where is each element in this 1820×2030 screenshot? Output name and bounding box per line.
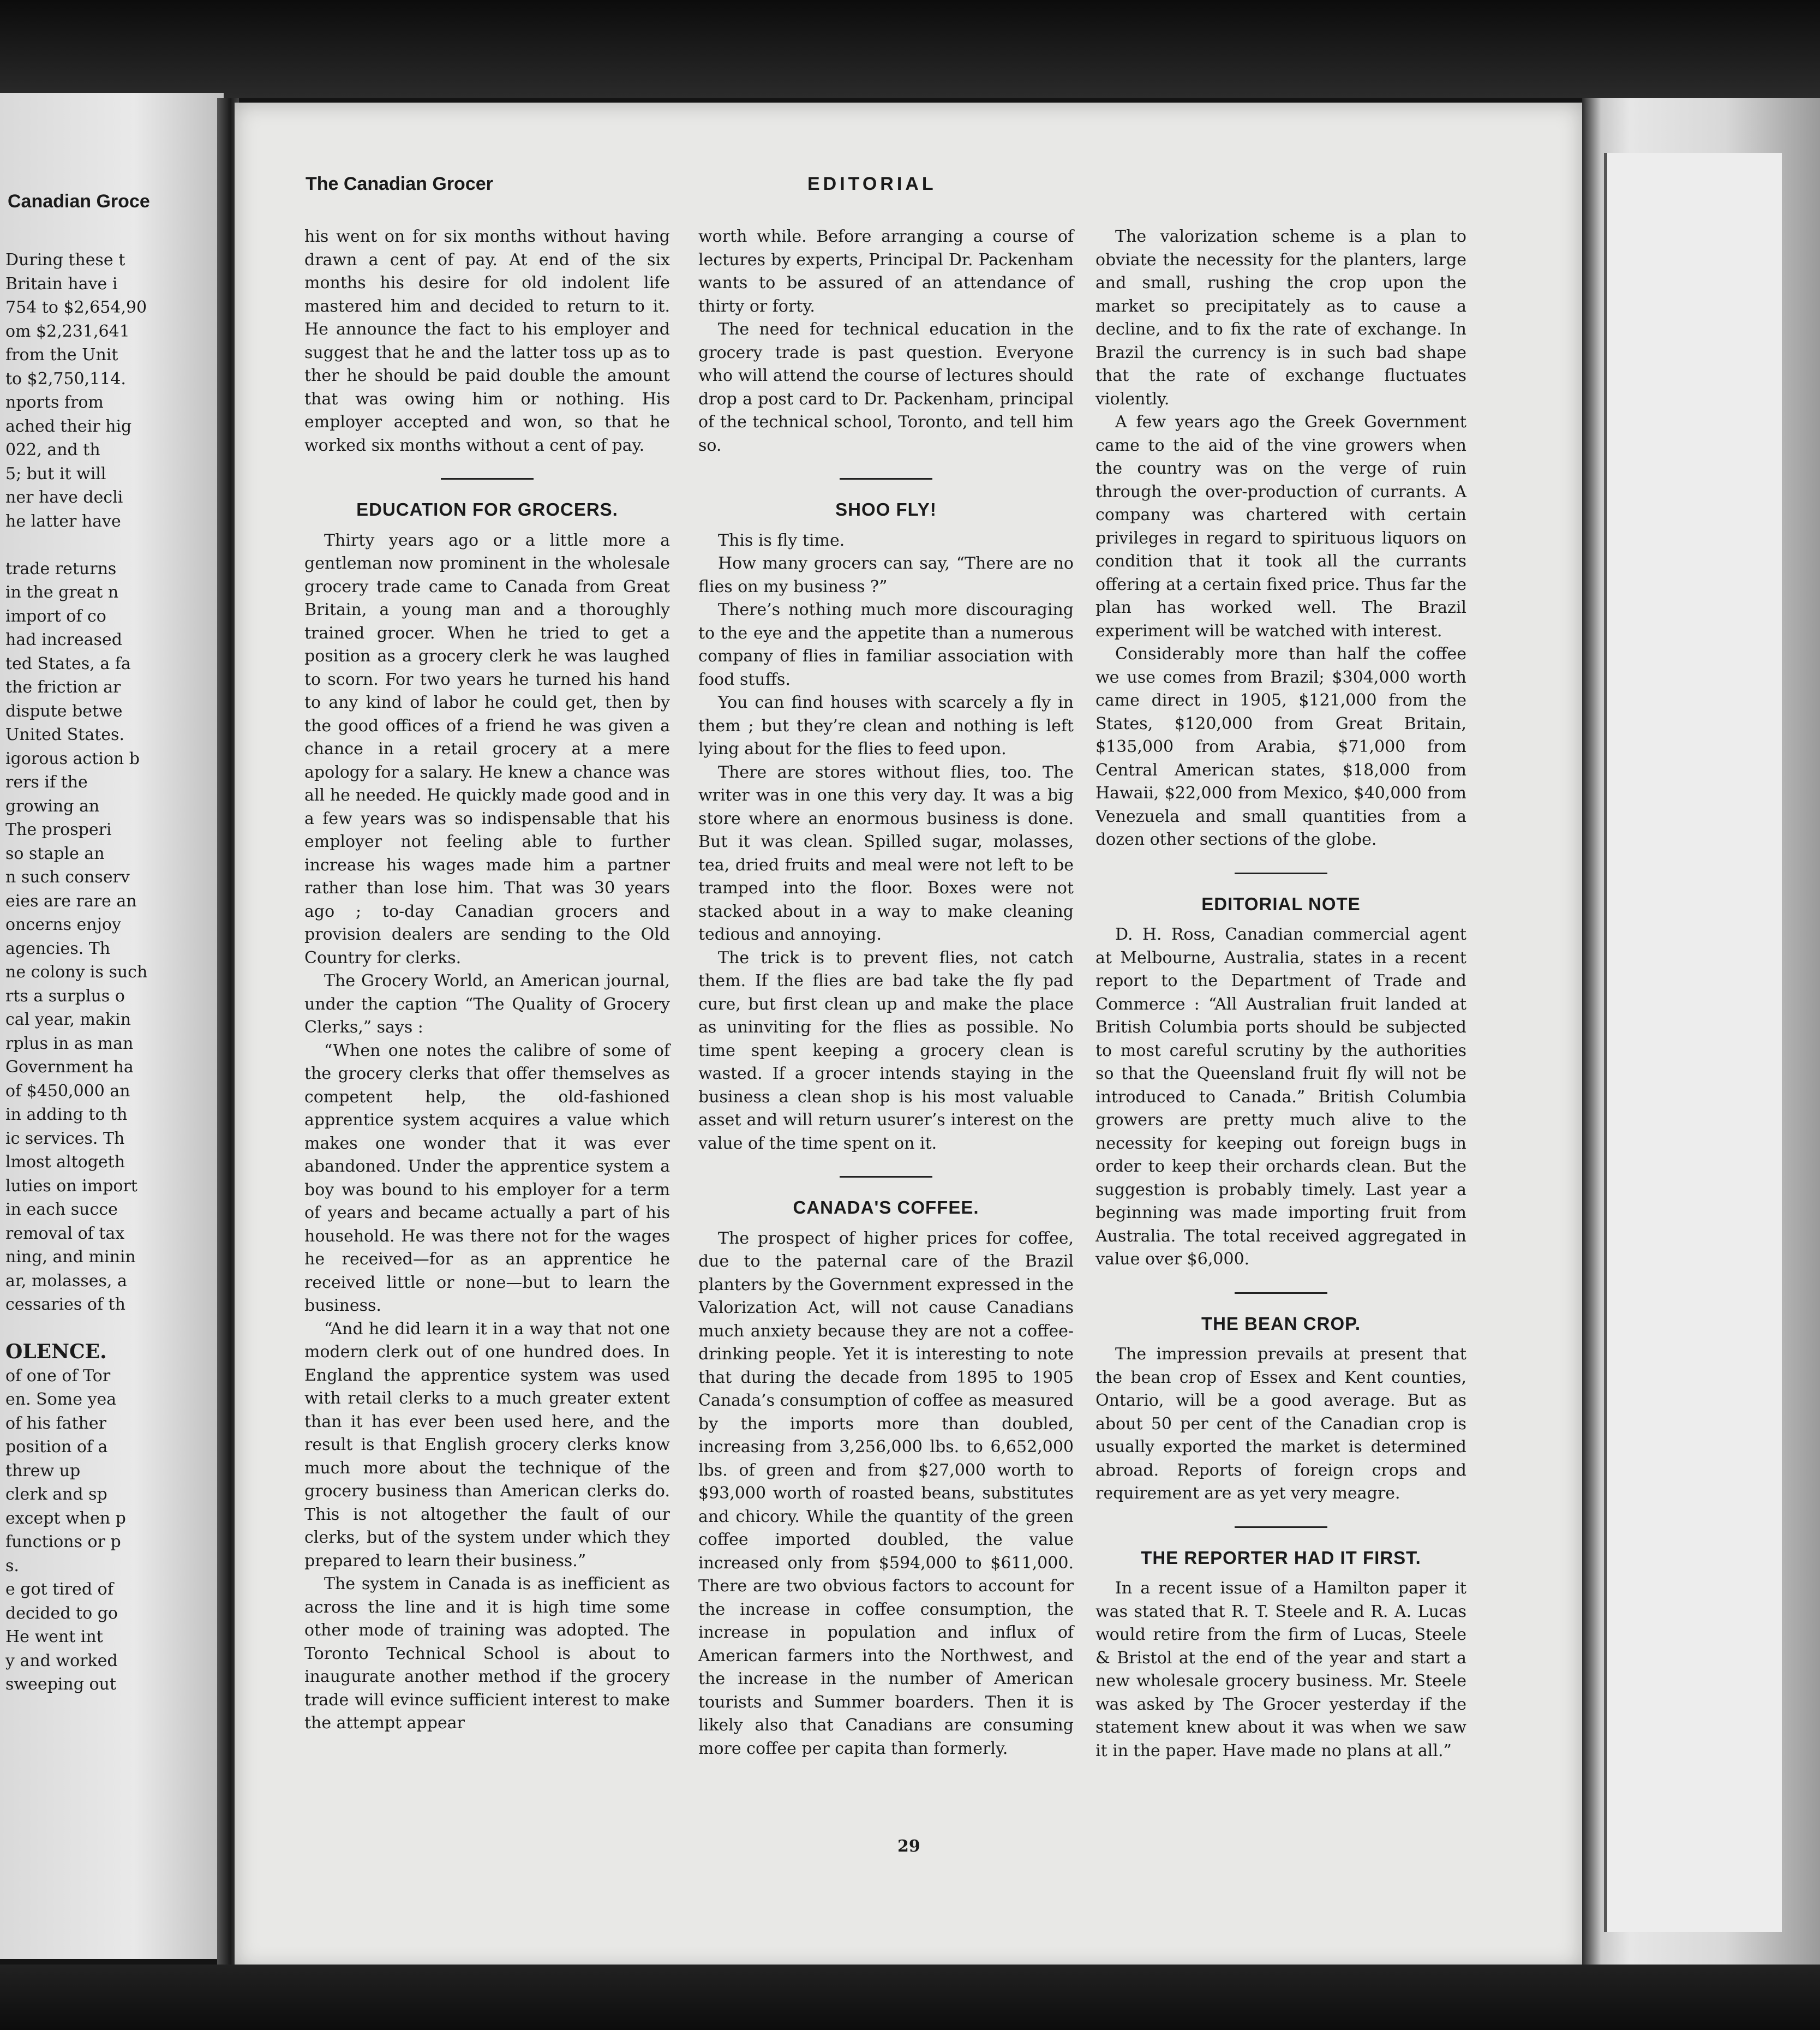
continued-paragraph: his went on for six months without having drawn a cent of pay. At end of the six months his desire for old indolent life mastered him and decided to return to it. He announce the fact to his employer and suggest that he and the latter toss up as to ther he should be paid double the amount that was owing him or nothing. His employer accepted and won, so that he worked six months without a cent of pay.: [304, 227, 670, 455]
left-page-line: the friction ar: [5, 678, 121, 697]
article-paragraph: In a recent issue of a Hamilton paper it was stated that R. T. Steele and R. A. Lucas would retire from the firm of Lucas, Steele & Bristol at the end of the year and start a new wholesale grocery business. Mr. Steele was asked by The Grocer yesterday if the statement knew about it was when we saw it in the paper. Have made no plans at all.”: [1095, 1579, 1466, 1760]
left-page-line: threw up: [5, 1461, 81, 1480]
left-page-line: ar, molasses, a: [5, 1271, 127, 1291]
shoo-fly-article: [698, 529, 1074, 1156]
left-page-line: ne colony is such: [5, 963, 148, 982]
main-page: [235, 103, 1582, 1969]
article-paragraph: This is fly time.: [718, 530, 845, 550]
heading-education-for-grocers: EDUCATION FOR GROCERS.: [356, 499, 618, 520]
left-page-line: in each succe: [5, 1200, 118, 1219]
left-page-line: rts a surplus o: [5, 986, 125, 1006]
left-page-line: so staple an: [5, 844, 105, 863]
article-paragraph: A few years ago the Greek Government came to the aid of the vine growers when the country was on the verge of ruin through the over-production of currants. A company was chartered with certain privileges in regard to spirituous liquors on condition that it took all the currants offering at a certain fixed price. Thus far the plan has worked well. The Brazil experiment will be watched with interest.: [1095, 413, 1466, 641]
heading-shoo-fly: SHOO FLY!: [835, 499, 937, 520]
left-page-line: in the great n: [5, 583, 119, 602]
left-page-line: He went int: [5, 1627, 103, 1646]
column-1: [304, 225, 670, 1735]
heading-reporter-had-it-first: THE REPORTER HAD IT FIRST.: [1141, 1547, 1421, 1568]
left-page-line: om $2,231,641: [5, 321, 130, 341]
article-paragraph: “When one notes the calibre of some of the grocery clerks that offer themselves as competent help, the old-fashioned apprentice system acquires a value which makes one wonder that it was ever abandoned. Under the apprentice system a boy was bound to his employer for a term of years and became actually a part of his household. He was there not for the wages he received—for as an apprentice he received little or none—but to learn the business.: [304, 1041, 670, 1315]
article-paragraph: The Grocery World, an American journal, under the caption “The Quality of Grocery Clerks,” says :: [304, 971, 670, 1037]
left-page-line: OLENCE.: [5, 1340, 107, 1363]
left-page-line: 5; but it will: [5, 464, 106, 483]
section-rule: [840, 478, 932, 480]
editorial-note-article: [1095, 923, 1466, 1271]
section-rule: [1235, 1526, 1327, 1528]
left-page-line: United States.: [5, 725, 124, 744]
heading-bean-crop: THE BEAN CROP.: [1201, 1313, 1361, 1334]
left-page-line: growing an: [5, 796, 100, 816]
section-rule: [1235, 873, 1327, 874]
coffee-article: [698, 1227, 1074, 1761]
left-page-line: nports from: [5, 393, 104, 412]
left-page-line: [5, 533, 224, 557]
article-paragraph: The need for technical education in the grocery trade is past question. Everyone who will attend the course of lectures should drop a post card to Dr. Packenham, principal of the technical school, Toronto, and tell him so.: [698, 320, 1074, 455]
left-page-line: he latter have: [5, 511, 121, 531]
heading-editorial-note: EDITORIAL NOTE: [1201, 893, 1361, 914]
article-paragraph: You can find houses with scarcely a fly in them ; but they’re clean and nothing is left lying about for the flies to feed upon.: [698, 693, 1074, 759]
article-paragraph: The impression prevails at present that the bean crop of Essex and Kent counties, Ontario, will be a good average. But as about 50 per cent of the Canadian crop is usually exported the market is determined abroad. Reports of foreign crops and requirement are as yet very meagre.: [1095, 1345, 1466, 1503]
left-page-line: lmost altogeth: [5, 1153, 125, 1172]
left-page-line: oncerns enjoy: [5, 915, 121, 934]
next-page-edge: [1604, 153, 1782, 1932]
article-paragraph: The trick is to prevent flies, not catch them. If the flies are bad take the fly pad cure, but first clean up and make the place as uninviting for the flies as possible. No time spent keeping a grocery clean is wasted. If a grocer intends staying in the business a clean shop is his most valuable asset and will return usurer’s interest on the value of the time spent on it.: [698, 948, 1074, 1153]
education-article: [304, 529, 670, 1735]
left-page-line: from the Unit: [5, 345, 118, 365]
left-page-line: trade returns: [5, 559, 117, 578]
left-page-line: position of a: [5, 1437, 108, 1456]
left-page-line: ner have decli: [5, 488, 123, 507]
left-page-line: in adding to th: [5, 1105, 128, 1124]
bottom-shadow: [0, 1965, 1820, 2030]
left-page-line: rers if the: [5, 773, 88, 792]
left-page-line: [5, 1317, 224, 1341]
article-paragraph: There’s nothing much more discouraging to the eye and the appetite than a numerous company of flies in familiar association with food stuffs.: [698, 600, 1074, 689]
left-page-line: sweeping out: [5, 1675, 116, 1694]
article-paragraph: How many grocers can say, “There are no flies on my business ?”: [698, 554, 1074, 596]
left-page-line: functions or p: [5, 1532, 121, 1551]
left-page-line: e got tired of: [5, 1580, 113, 1599]
left-page-line: of his father: [5, 1413, 107, 1433]
left-page-line: n such conserv: [5, 868, 130, 887]
left-page-text: [5, 248, 224, 1697]
section-title: EDITORIAL: [807, 174, 937, 194]
article-paragraph: There are stores without flies, too. The writer was in one this very day. It was a big store where an enormous business is done. But it was clean. Spilled sugar, molasses, tea, dried fruits and meal were not left to be tramped into the floor. Boxes were not stacked about in a way to make cleaning tedious and annoying.: [698, 762, 1074, 944]
column-3: [1095, 225, 1466, 1763]
left-page-line: rplus in as man: [5, 1034, 134, 1053]
article-paragraph: Thirty years ago or a little more a gentleman now prominent in the wholesale grocery trade came to Canada from Great Britain, a young man and a thoroughly trained grocer. When he tried to get a position as a grocery clerk he was laughed to scorn. For two years he turned his hand to any kind of labor he could get, then by the good offices of a friend he was given a chance in a retail grocery at a mere apology for a salary. He knew a chance was all he needed. He quickly made good and in a few years was so indispensable that his employer not feeling able to further increase his wages made him a partner rather than lose him. That was 30 years ago ; to-day Canadian grocers and provision dealers are sending to the Old Country for clerks.: [304, 530, 670, 968]
left-page-line: eies are rare an: [5, 891, 137, 911]
left-page-line: 754 to $2,654,90: [5, 298, 147, 317]
left-page-line: ic services. Th: [5, 1129, 125, 1148]
left-page-line: ning, and minin: [5, 1247, 136, 1267]
left-page-line: The prosperi: [5, 820, 112, 839]
publication-title: The Canadian Grocer: [306, 174, 493, 194]
heading-canadas-coffee: CANADA'S COFFEE.: [793, 1197, 979, 1217]
page-number: 29: [897, 1837, 920, 1856]
left-page-line: except when p: [5, 1508, 126, 1528]
left-page-line: of $450,000 an: [5, 1081, 130, 1101]
left-page-line: During these t: [5, 250, 125, 270]
left-page-line: removal of tax: [5, 1223, 125, 1243]
left-page-line: s.: [5, 1556, 19, 1575]
top-shadow: [0, 0, 1820, 98]
book-right-edge: [1582, 98, 1820, 1975]
left-page-header: Canadian Groce: [8, 191, 150, 212]
left-page: [0, 93, 224, 1959]
left-page-line: decided to go: [5, 1603, 118, 1623]
left-page-line: agencies. Th: [5, 939, 111, 958]
valorization-article: [1095, 225, 1466, 852]
left-page-line: dispute betwe: [5, 701, 123, 721]
article-paragraph: The prospect of higher prices for coffee, due to the paternal care of the Brazil planters by the Government expressed in the Valorization Act, will not cause Canadians much anxiety because they are not a coffee-drinking people. Yet it is interesting to note that during the decade from 1895 to 1905 Canada’s consumption of coffee as measured by the imports more than doubled, increasing from 3,256,000 lbs. to 6,652,000 lbs. of green and from $27,000 worth to $93,000 worth of roasted beans, substitutes and chicory. While the quantity of the green coffee imported doubled, the value increased only from $594,000 to $611,000. There are two obvious factors to account for the increase in coffee consumption, the increase in population and influx of American farmers into the Northwest, and the increase in the number of American tourists and Summer boarders. Then it is likely also that Canadians are consuming more coffee per capita than formerly.: [698, 1228, 1074, 1758]
article-paragraph: “And he did learn it in a way that not one modern clerk out of one hundred does. In England the apprentice system was used with retail clerks to a much greater extent than it has ever been used here, and the result is that English grocery clerks know much more about the technique of the grocery business than American clerks do. This is not altogether the fault of our clerks, but of the system under which they prepared to learn their business.”: [304, 1319, 670, 1571]
article-paragraph: The valorization scheme is a plan to obviate the necessity for the planters, large and small, rushing the crop upon the market so precipitately as to cause a decline, and to fix the rate of exchange. In Brazil the currency is in such bad shape that the rate of exchange fluctuates violently.: [1095, 227, 1466, 409]
left-page-line: igorous action b: [5, 749, 140, 768]
left-page-line: luties on import: [5, 1176, 137, 1196]
left-page-line: clerk and sp: [5, 1485, 107, 1504]
bean-crop-article: [1095, 1343, 1466, 1506]
continued-paragraph: worth while. Before arranging a course of lectures by experts, Principal Dr. Packenham wants to be assured of an attendance of thirty or forty.: [698, 227, 1074, 316]
column-2: [698, 225, 1074, 1760]
section-rule: [441, 478, 534, 480]
left-page-line: Government ha: [5, 1058, 134, 1077]
left-page-line: cessaries of th: [5, 1295, 125, 1314]
left-page-line: had increased: [5, 630, 122, 649]
left-page-line: en. Some yea: [5, 1390, 117, 1409]
article-paragraph: D. H. Ross, Canadian commercial agent at Melbourne, Australia, states in a recent report to the Department of Trade and Commerce : “All Australian fruit landed at British Columbia ports should be subjected to most careful scrutiny by the authorities so that the Queensland fruit fly will not be introduced to Canada.” British Columbia growers are pretty much alive to the necessity for keeping out foreign bugs in order to keep their orchards clean. But the suggestion is probably timely. Last year a beginning was made importing fruit from Australia. The total received aggregated in value over $6,000.: [1095, 925, 1466, 1269]
reporter-article: [1095, 1577, 1466, 1763]
article-paragraph: Considerably more than half the coffee we use comes from Brazil; $304,000 worth came direct in 1905, $121,000 from the States, $120,000 from Great Britain, $135,000 from Arabia, $71,000 from Central American states, $18,000 from Hawaii, $22,000 from Mexico, $40,000 from Venezuela and small quantities from a dozen other sections of the globe.: [1095, 644, 1466, 849]
left-page-line: ached their hig: [5, 416, 132, 436]
left-page-line: import of co: [5, 606, 106, 626]
left-page-line: 022, and th: [5, 440, 100, 459]
section-rule: [840, 1176, 932, 1178]
left-page-line: ted States, a fa: [5, 654, 131, 673]
left-page-line: to $2,750,114.: [5, 369, 126, 389]
left-page-line: cal year, makin: [5, 1010, 131, 1029]
left-page-line: Britain have i: [5, 274, 118, 294]
article-paragraph: The system in Canada is as inefficient as across the line and it is high time some other mode of training was adopted. The Toronto Technical School is about to inaugurate another method if the grocery trade will evince sufficient interest to make the attempt appear: [304, 1574, 670, 1733]
left-page-line: y and worked: [5, 1651, 118, 1670]
left-page-line: of one of Tor: [5, 1366, 111, 1386]
section-rule: [1235, 1292, 1327, 1294]
